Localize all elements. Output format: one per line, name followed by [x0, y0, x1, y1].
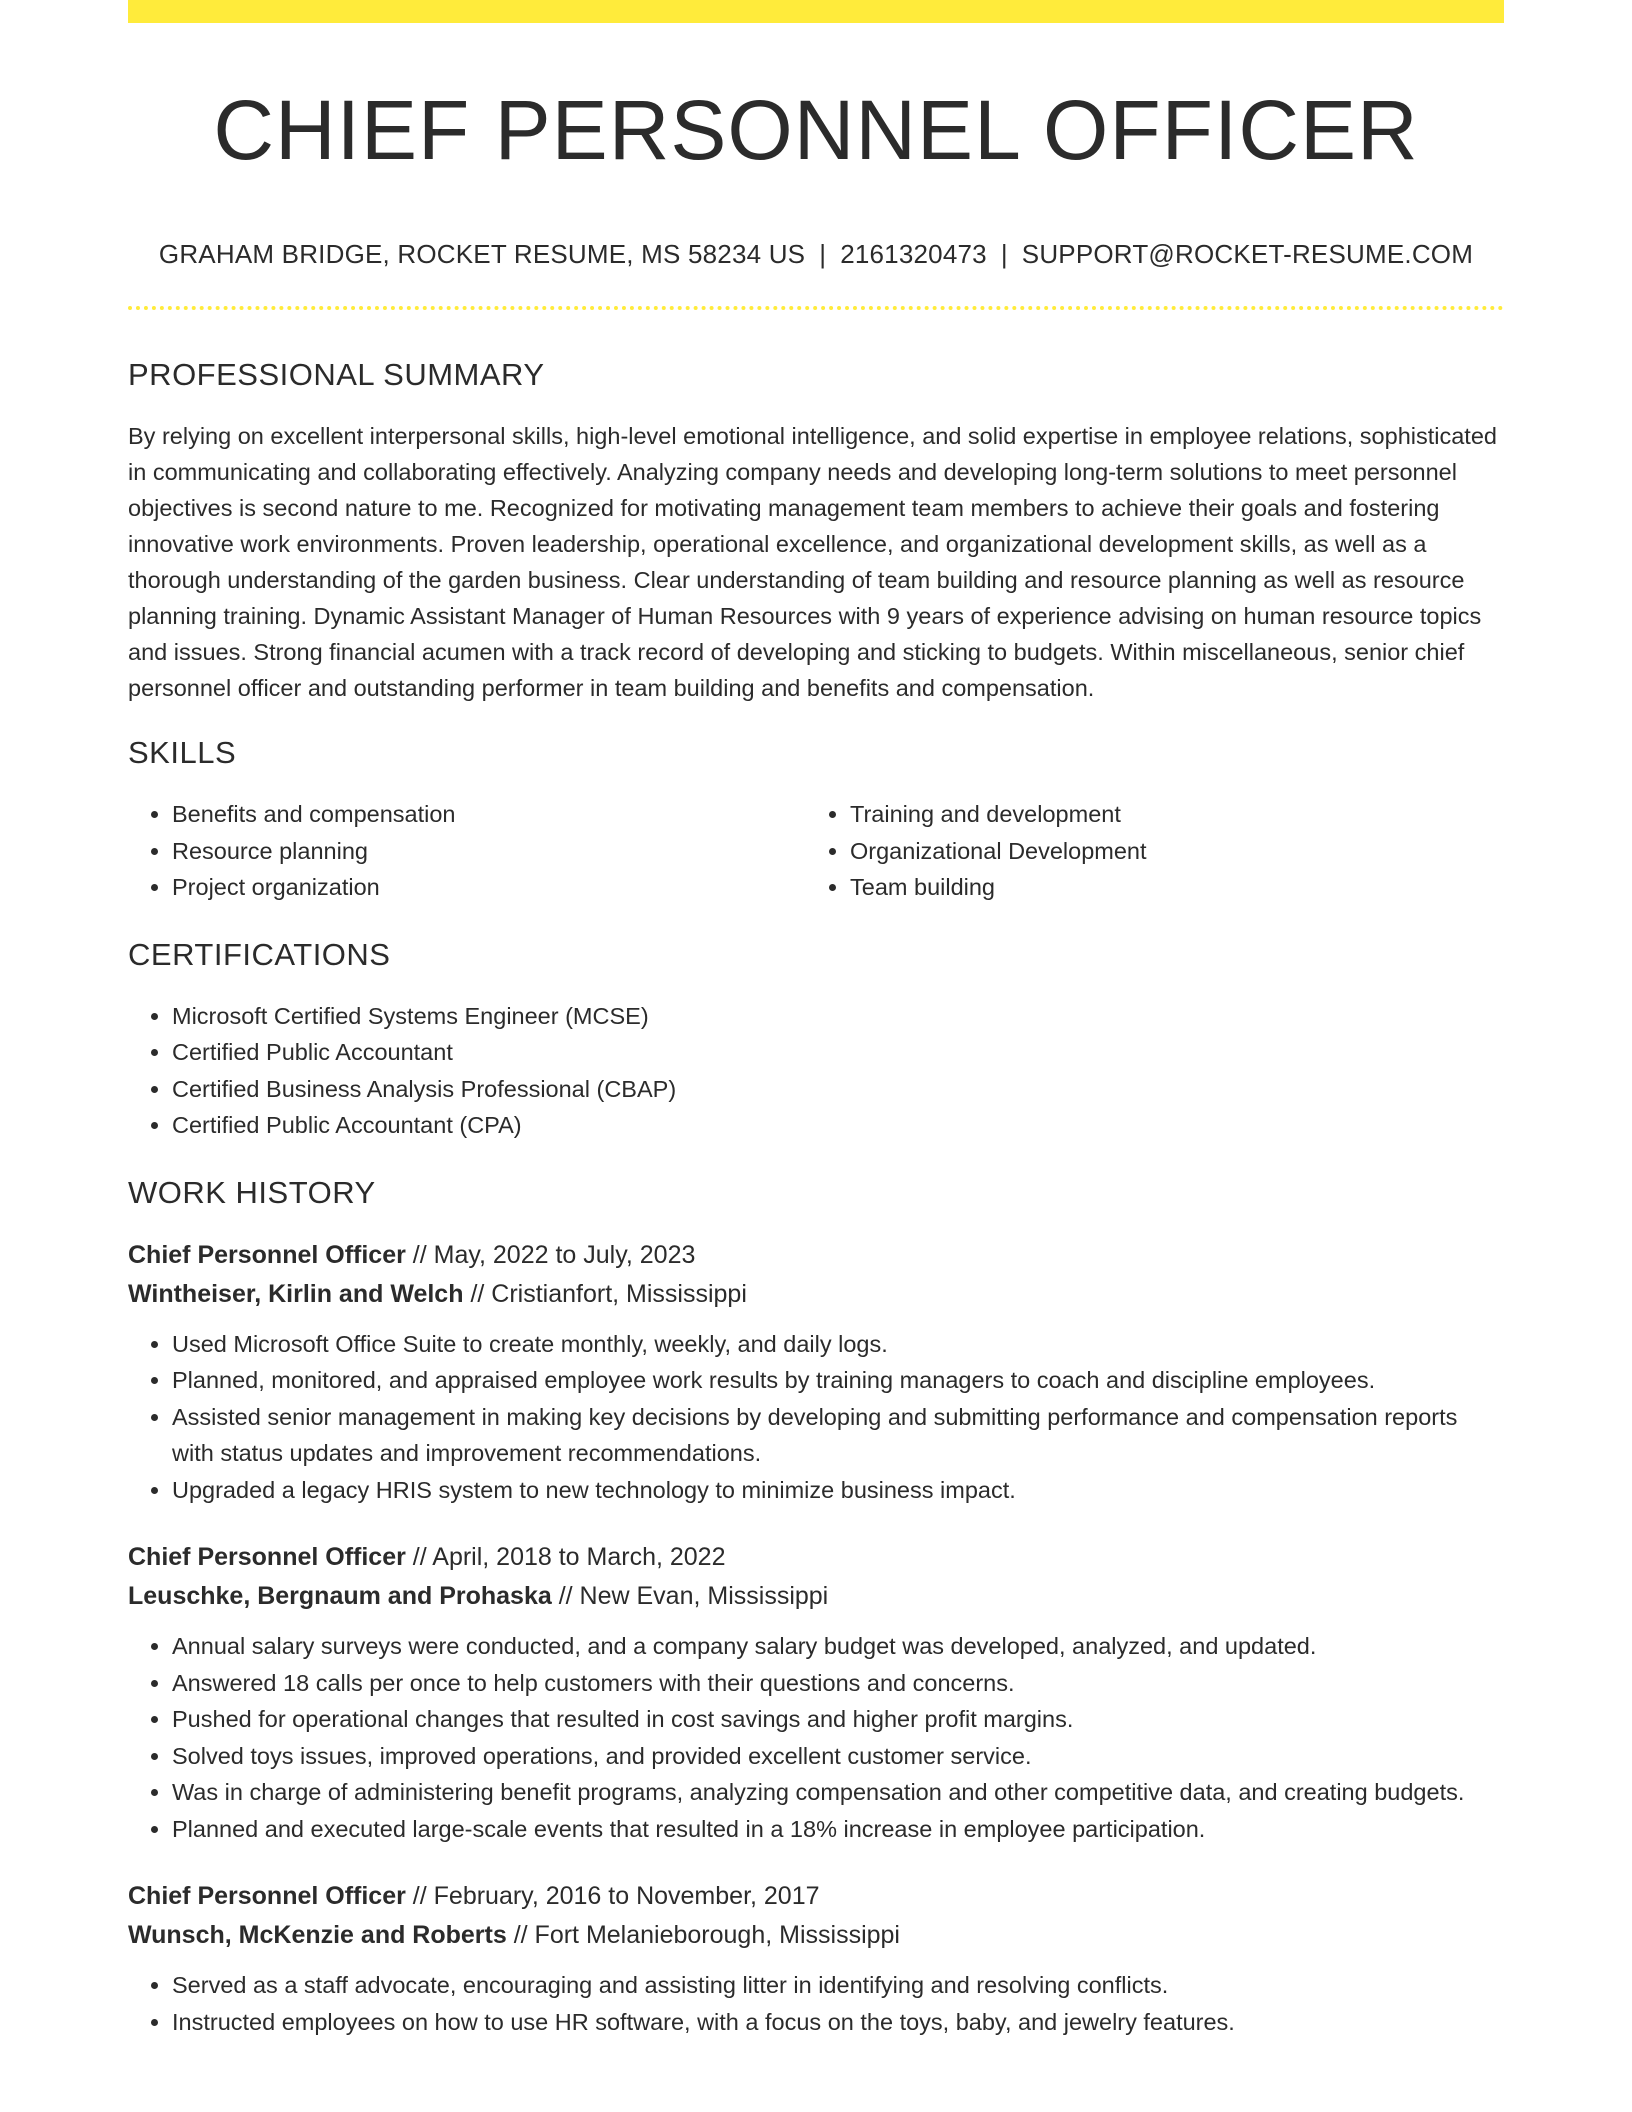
- contact-separator: |: [1000, 239, 1008, 269]
- certification-item: • Certified Public Accountant: [172, 1034, 1504, 1071]
- job-bullet: • Planned and executed large-scale events that resulted in a 18% increase in employee participation.: [172, 1811, 1504, 1848]
- certification-item: • Microsoft Certified Systems Engineer (MCSE): [172, 998, 1504, 1035]
- skill-item: • Team building: [850, 869, 1484, 906]
- certifications-heading: CERTIFICATIONS: [128, 936, 391, 972]
- job-bullets: [128, 1628, 1504, 1847]
- contact-phone: 2161320473: [840, 239, 987, 269]
- job-company: Wunsch, McKenzie and Roberts: [128, 1921, 507, 1949]
- job-company-line: [128, 1577, 1504, 1616]
- job-bullet: • Assisted senior management in making key decisions by developing and submitting performance and compensation reports with status updates and improvement recommendations.: [172, 1399, 1504, 1472]
- job-title-line: [128, 1538, 1504, 1577]
- job-company-line: [128, 1275, 1504, 1314]
- dotted-divider: [128, 306, 1504, 310]
- contact-line: [128, 236, 1504, 272]
- job-location: // New Evan, Mississippi: [551, 1582, 829, 1610]
- job-bullet: • Served as a staff advocate, encouraging and assisting litter in identifying and resolving conflicts.: [172, 1967, 1504, 2004]
- certifications-section: [128, 932, 1504, 1144]
- work-history-heading: WORK HISTORY: [128, 1174, 376, 1210]
- summary-heading: PROFESSIONAL SUMMARY: [128, 357, 545, 392]
- job-title: Chief Personnel Officer: [128, 1882, 406, 1910]
- job-location: // Cristianfort, Mississippi: [463, 1279, 747, 1308]
- job-bullets: [128, 1967, 1504, 2040]
- job-bullet: • Pushed for operational changes that resulted in cost savings and higher profit margins.: [172, 1701, 1504, 1738]
- skill-item: • Benefits and compensation: [172, 796, 806, 833]
- skills-list-right: [806, 796, 1484, 906]
- job-bullet: • Instructed employees on how to use HR software, with a focus on the toys, baby, and jewelry features.: [172, 2004, 1504, 2041]
- certification-item: • Certified Public Accountant (CPA): [172, 1107, 1504, 1144]
- job-dates: // February, 2016 to November, 2017: [405, 1882, 820, 1910]
- job-bullet: • Answered 18 calls per once to help customers with their questions and concerns.: [172, 1665, 1504, 1702]
- skill-item: • Training and development: [850, 796, 1484, 833]
- job-entry: [128, 1877, 1504, 2040]
- certifications-list: [128, 998, 1504, 1144]
- skill-item: • Project organization: [172, 869, 806, 906]
- accent-bar: [128, 0, 1504, 23]
- contact-separator: |: [819, 239, 827, 269]
- skills-section: [128, 730, 1504, 906]
- contact-email[interactable]: SUPPORT@ROCKET-RESUME.COM: [1021, 239, 1474, 269]
- work-history-section: [128, 1170, 1504, 2041]
- job-title-line: [128, 1236, 1504, 1275]
- resume-title: CHIEF PERSONNEL OFFICER: [213, 83, 1419, 177]
- job-title: Chief Personnel Officer: [128, 1543, 406, 1571]
- skills-list-left: [128, 796, 806, 906]
- summary-section: [128, 352, 1504, 706]
- job-entry: [128, 1538, 1504, 1847]
- job-company-line: [128, 1916, 1504, 1955]
- skills-grid: [128, 796, 1504, 906]
- contact-address: GRAHAM BRIDGE, ROCKET RESUME, MS 58234 US: [158, 239, 806, 269]
- certification-item: • Certified Business Analysis Professional (CBAP): [172, 1071, 1504, 1108]
- job-company: Leuschke, Bergnaum and Prohaska: [128, 1582, 552, 1610]
- job-bullet: • Planned, monitored, and appraised employee work results by training managers to coach and discipline employees.: [172, 1362, 1504, 1399]
- job-company: Wintheiser, Kirlin and Welch: [128, 1279, 464, 1308]
- skills-heading: SKILLS: [128, 735, 237, 770]
- job-entry: [128, 1236, 1504, 1509]
- resume-body: [128, 352, 1504, 2070]
- job-bullet: • Was in charge of administering benefit programs, analyzing compensation and other competitive data, and creating budgets.: [172, 1774, 1504, 1811]
- skill-item: • Resource planning: [172, 833, 806, 870]
- job-location: // Fort Melanieborough, Mississippi: [506, 1921, 900, 1949]
- job-title-line: [128, 1877, 1504, 1916]
- job-dates: // May, 2022 to July, 2023: [405, 1240, 696, 1269]
- summary-text: By relying on excellent interpersonal skills, high-level emotional intelligence, and solid expertise in employee relations, sophisticated in communicating and collaborating effectively. Analyzing company needs and developing long-term solutions to meet personnel objectives is second nature to me. Recognized for motivating management team members to achieve their goals and fostering innovative work environments. Proven leadership, operational excellence, and organizational development skills, as well as a thorough understanding of the garden business. Clear understanding of team building and resource planning as well as resource planning training. Dynamic Assistant Manager of Human Resources with 9 years of experience advising on human resource topics and issues. Strong financial acumen with a track record of developing and sticking to budgets. Within miscellaneous, senior chief personnel officer and outstanding performer in team building and benefits and compensation.: [128, 423, 1497, 701]
- job-bullet: • Solved toys issues, improved operations, and provided excellent customer service.: [172, 1738, 1504, 1775]
- job-bullet: • Upgraded a legacy HRIS system to new technology to minimize business impact.: [172, 1472, 1504, 1509]
- job-bullet: • Annual salary surveys were conducted, and a company salary budget was developed, analyzed, and updated.: [172, 1628, 1504, 1665]
- job-bullet: • Used Microsoft Office Suite to create monthly, weekly, and daily logs.: [172, 1326, 1504, 1363]
- job-dates: // April, 2018 to March, 2022: [405, 1543, 726, 1571]
- skill-item: • Organizational Development: [850, 833, 1484, 870]
- job-bullets: [128, 1326, 1504, 1509]
- job-title: Chief Personnel Officer: [128, 1240, 406, 1269]
